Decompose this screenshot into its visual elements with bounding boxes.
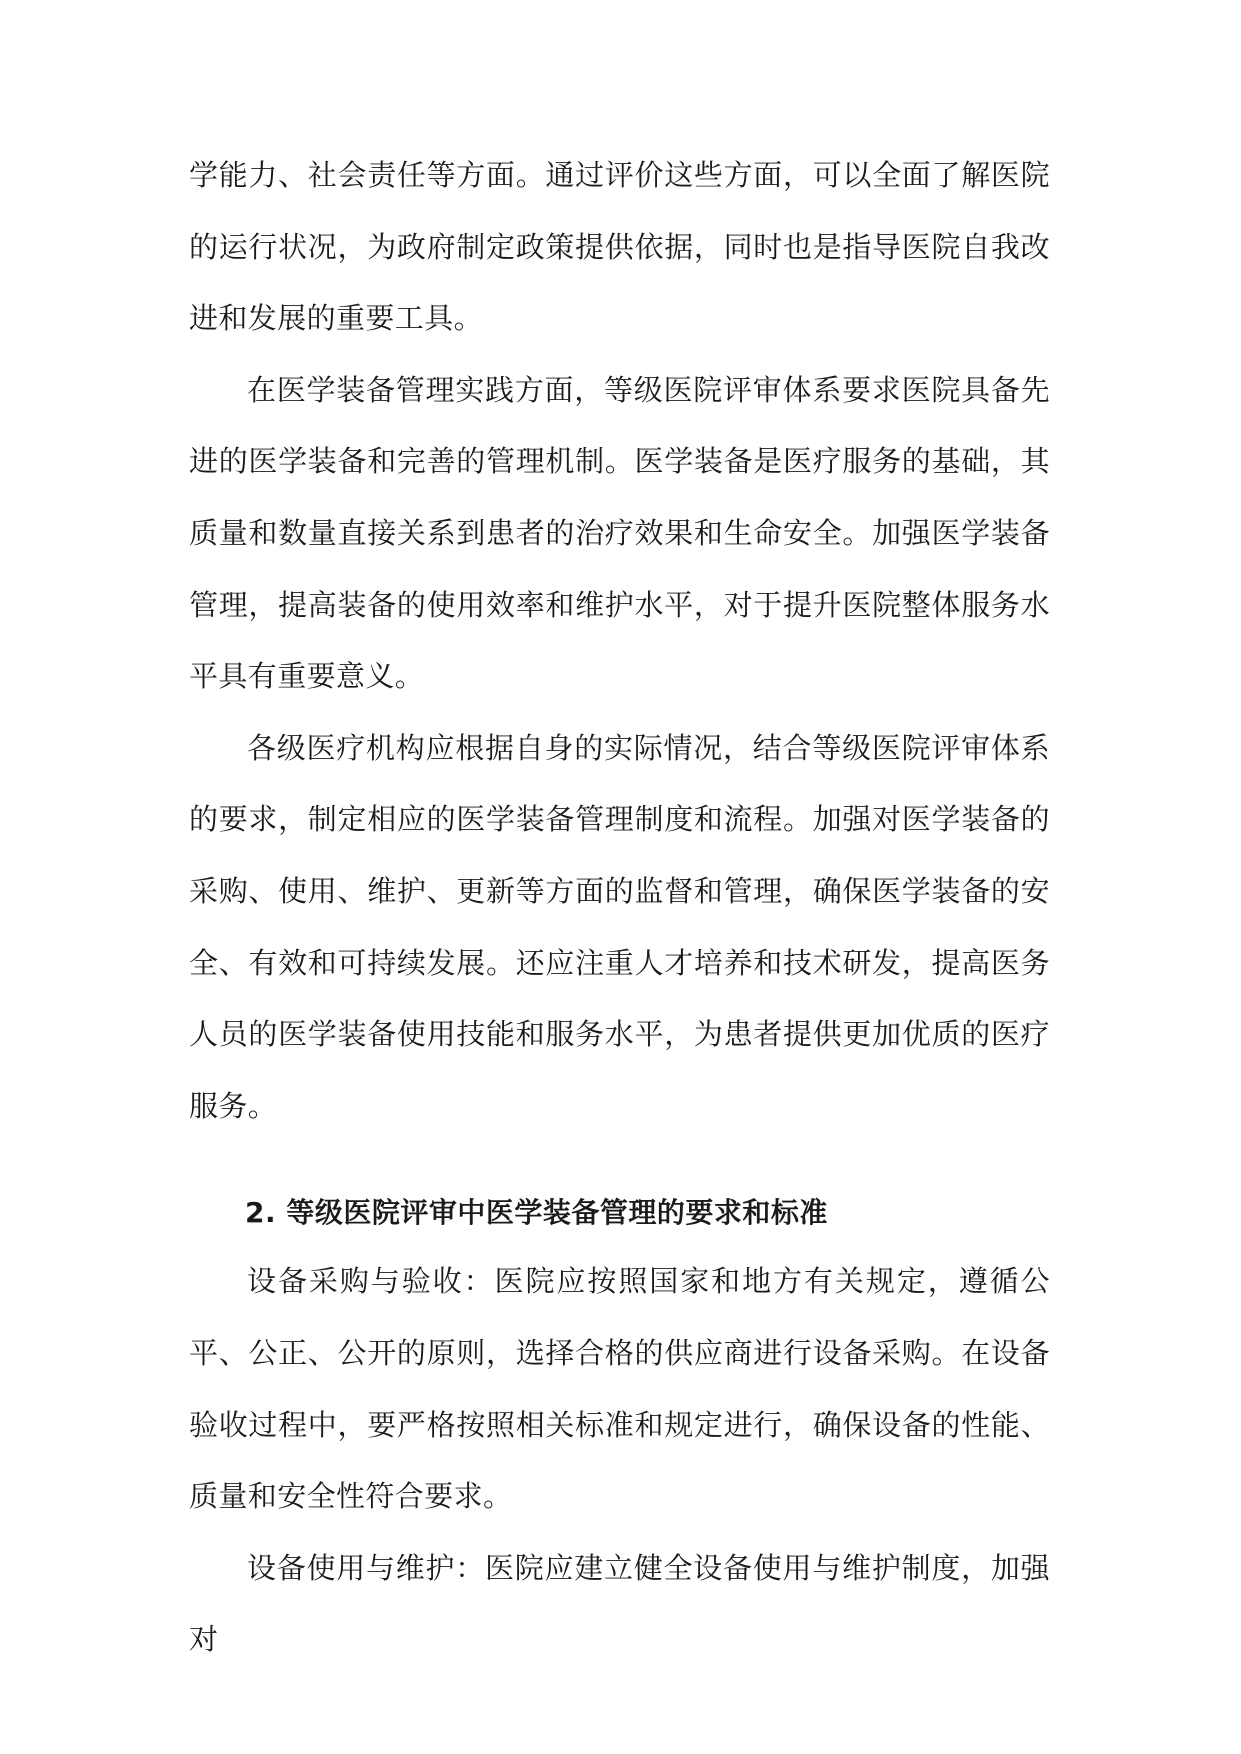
paragraph-continuation: 学能力、社会责任等方面。通过评价这些方面，可以全面了解医院的运行状况，为政府制定政策提供依据，同时也是指导医院自我改进和发展的重要工具。 [189, 158, 1050, 336]
paragraph-procurement-acceptance: 设备采购与验收：医院应按照国家和地方有关规定，遵循公平、公正、公开的原则，选择合格的供应商进行设备采购。在设备验收过程中，要严格按照相关标准和规定进行，确保设备的性能、质量和安全性符合要求。 [189, 1264, 1050, 1514]
section-heading: 2. 等级医院评审中医学装备管理的要求和标准 [245, 1196, 828, 1230]
document-body [189, 140, 1050, 1676]
paragraph-equipment-practice: 在医学装备管理实践方面，等级医院评审体系要求医院具备先进的医学装备和完善的管理机制。医学装备是医疗服务的基础，其质量和数量直接关系到患者的治疗效果和生命安全。加强医学装备管理，提高装备的使用效率和维护水平，对于提升医院整体服务水平具有重要意义。 [189, 372, 1050, 694]
paragraph-institution-management: 各级医疗机构应根据自身的实际情况，结合等级医院评审体系的要求，制定相应的医学装备管理制度和流程。加强对医学装备的采购、使用、维护、更新等方面的监督和管理，确保医学装备的安全、有效和可持续发展。还应注重人才培养和技术研发，提高医务人员的医学装备使用技能和服务水平，为患者提供更加优质的医疗服务。 [189, 730, 1050, 1123]
paragraph-use-maintenance: 设备使用与维护：医院应建立健全设备使用与维护制度，加强对 [189, 1550, 1050, 1657]
